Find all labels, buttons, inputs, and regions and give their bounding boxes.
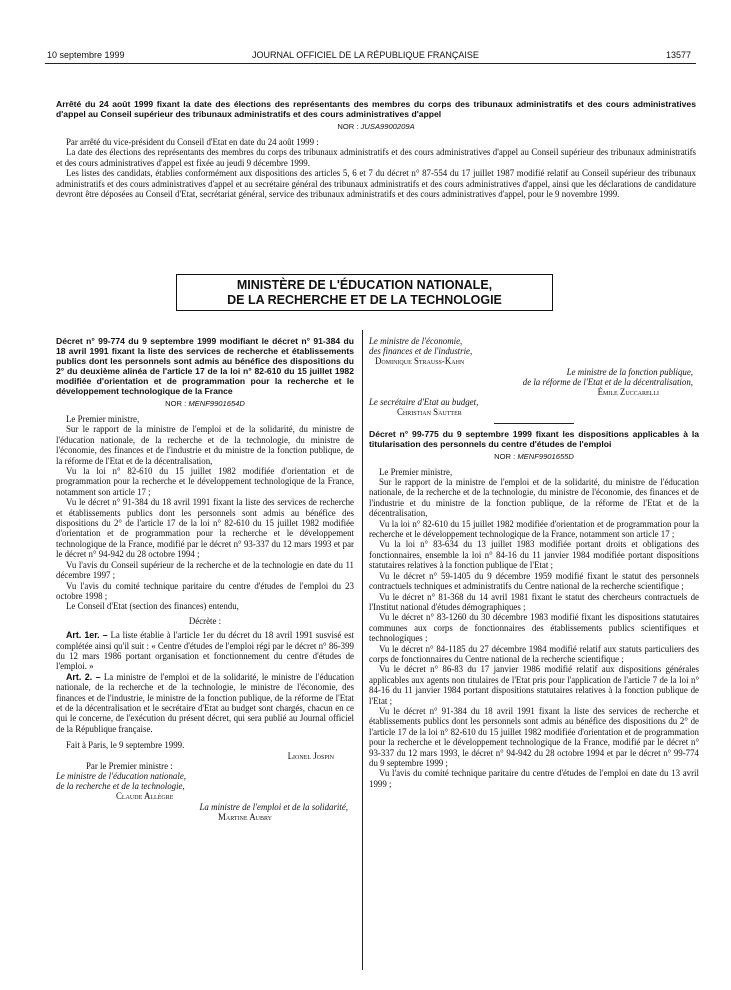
- arrete-title: Arrêté du 24 août 1999 fixant la date des élections des représentants des membres du corps des tribunaux administratifs et des cours administratives d'appel au Conseil supérieur des tribunaux administratifs et des cours administratives d'appel: [56, 99, 696, 119]
- column-divider: [362, 330, 363, 970]
- section-separator: [494, 423, 574, 424]
- ministry-line-2: DE LA RECHERCHE ET DE LA TECHNOLOGIE: [227, 293, 502, 307]
- decret2-nor-label: NOR :: [494, 451, 516, 461]
- decret2-paragraph: Sur le rapport de la ministre de l'emploi et de la solidarité, du ministre de l'éducation nationale, de la recherche et de la technologie, du ministre de l'économie, des finances et de l'industrie et du ministre de la fonction publique, de la réforme de l'Etat et de la décentralisation,: [369, 477, 699, 519]
- signature-pm: Lionel Jospin: [287, 750, 334, 761]
- right-column: [369, 336, 699, 789]
- decret2-paragraph: Vu l'avis du comité technique paritaire du centre d'études de l'emploi en date du 13 avril 1999 ;: [369, 768, 699, 789]
- article-2-text: La ministre de l'emploi et de la solidarité, le ministre de l'éducation nationale, de la recherche et de la technologie, le ministre de l'économie, des finances et de l'industrie, le ministre de la fonction publique, de la réforme de l'Etat et de la décentralisation et le secrétaire d'Etat au budget sont chargés, chacun en ce qui le concerne, de l'exécution du présent décret, qui sera publié au Journal officiel de la République française.: [56, 671, 355, 734]
- decret2-paragraph: Vu le décret n° 91-384 du 18 avril 1991 fixant la liste des services de recherche et établissements publics dont les personnels sont admis au bénéfice des dispositions du 2° de l'article 17 de la loi n° 82-610 du 15 juillet 1982 modifiée d'orientation et de programmation pour la recherche et le développement technologique de la France, modifié par le décret n° 93-337 du 12 mars 1993, le décret n° 94-942 du 28 octobre 1994 et par le décret n° 99-774 du 9 septembre 1999 ;: [369, 705, 699, 768]
- signature-min-emploi: Martine Aubry: [217, 811, 272, 822]
- decret1-nor-label: NOR :: [165, 399, 187, 408]
- decret2-nor: [369, 452, 699, 461]
- min-educ-role-2: de la recherche et de la technologie,: [56, 781, 185, 792]
- min-eco-role-1: Le ministre de l'économie,: [369, 336, 463, 346]
- signature-min-eco: Dominique Strauss-Kahn: [375, 356, 465, 367]
- decret2-paragraph: Le Premier ministre,: [379, 466, 453, 477]
- secr-budget-role: Le secrétaire d'Etat au budget,: [369, 397, 479, 408]
- decret1-paragraph: Le Premier ministre,: [66, 414, 140, 424]
- decret1-paragraph: Vu la loi n° 82-610 du 15 juillet 1982 modifiée d'orientation et de programmation pour la recherche et le développement technologique de la France, notamment son article 17 ;: [56, 466, 354, 497]
- decret1-article-2: [56, 672, 354, 734]
- decret1-nor-code: MENF9901654D: [188, 399, 245, 408]
- decret1-paragraph: Vu l'avis du Conseil supérieur de la recherche et de la technologie en date du 11 décembre 1997 ;: [56, 559, 354, 581]
- header-date: 10 septembre 1999: [47, 50, 125, 60]
- arrete-nor-label: NOR :: [337, 122, 359, 131]
- ministry-banner: [176, 274, 553, 311]
- decret2-nor-code: MENF9901655D: [517, 451, 574, 461]
- decret1-decrete: Décrète :: [188, 615, 222, 626]
- article-2-label: Art. 2. –: [66, 671, 101, 682]
- decret2-paragraph: Vu le décret n° 86-83 du 17 janvier 1986 modifié relatif aux dispositions générales applicables aux agents non titulaires de l'Etat pris pour l'application de l'article 7 de la loi n° 84-16 du 11 janvier 1984 portant dispositions statutaires relatives à la fonction publique de l'Etat ;: [369, 664, 699, 706]
- decret1-paragraph: Vu l'avis du comité technique paritaire du centre d'études de l'emploi du 23 octobre 1998 ;: [56, 580, 354, 601]
- decret2-paragraph: Vu la loi n° 83-634 du 13 juillet 1983 modifiée portant droits et obligations des fonctionnaires, ensemble la loi n° 84-16 du 11 janvier 1984 modifiée portant dispositions statutaires relatives à la fonction publique de l'Etat ;: [369, 539, 699, 571]
- min-eco-role-2: des finances et de l'industrie,: [369, 346, 473, 357]
- decret1-title: Décret n° 99-774 du 9 septembre 1999 modifiant le décret n° 91-384 du 18 avril 1991 fixant la liste des services de recherche et établissements publics dont les personnels sont admis au bénéfice des dispositions du 2° du deuxième alinéa de l'article 17 de la loi n° 82-610 du 15 juillet 1982 modifiée d'orientation et de programmation pour la recherche et le développement technologique de la France: [56, 336, 354, 396]
- decret1-article-1: [56, 630, 354, 672]
- ministry-line-1: MINISTÈRE DE L'ÉDUCATION NATIONALE,: [236, 278, 493, 292]
- min-emploi-role: La ministre de l'emploi et de la solidarité,: [199, 801, 348, 812]
- header-page-number: 13577: [665, 50, 691, 60]
- arrete-nor: [56, 122, 696, 131]
- min-fp-role-1: Le ministre de la fonction publique,: [566, 366, 693, 377]
- decret2-title: Décret n° 99-775 du 9 septembre 1999 fixant les dispositions applicables à la titularisation des personnels du centre d'études de l'emploi: [369, 428, 699, 449]
- decret1-nor: [56, 399, 354, 408]
- decret1-paragraph: Sur le rapport de la ministre de l'emploi et de la solidarité, du ministre de l'éducation nationale, de la recherche et de la technologie, du ministre de l'économie, des finances et de l'industrie et du ministre de la fonction publique, de la réforme de l'Etat et de la décentralisation,: [56, 424, 354, 466]
- decret2-paragraph: Vu le décret n° 84-1185 du 27 décembre 1984 modifié relatif aux statuts particuliers des corps de fonctionnaires du Centre national de la recherche scientifique ;: [369, 643, 699, 664]
- signature-min-fp: Émile Zuccarelli: [597, 387, 659, 398]
- decret2-paragraph: Vu la loi n° 82-610 du 15 juillet 1982 modifiée d'orientation et de programmation pour la recherche et le développement technologique de la France, notamment son article 17 ;: [369, 518, 699, 540]
- signature-min-educ: Claude Allègre: [116, 791, 174, 802]
- decret2-paragraph: Vu le décret n° 59-1405 du 9 décembre 1959 modifié fixant le statut des personnels contractuels techniques et administratifs du Centre national de la recherche scientifique ;: [369, 570, 699, 592]
- par-premier-ministre: Par le Premier ministre :: [86, 760, 173, 771]
- arrete-section: [56, 99, 696, 199]
- header-journal-title: JOURNAL OFFICIEL DE LA RÉPUBLIQUE FRANÇAISE: [252, 50, 479, 60]
- decret-99-774: [56, 336, 354, 822]
- min-fp-role-2: de la réforme de l'Etat et de la décentralisation,: [522, 376, 693, 387]
- article-1-text: La liste établie à l'article 1er du décret du 18 avril 1991 susvisé est complétée ainsi qu'il suit : « Centre d'études de l'emploi régi par le décret n° 86-399 du 12 mars 1986 portant organisation et fonctionnement du centre d'études de l'emploi. »: [56, 630, 355, 672]
- arrete-nor-code: JUSA9900209A: [360, 122, 415, 131]
- arrete-paragraph: Les listes des candidats, établies conformément aux dispositions des articles 5, 6 et 7 du décret n° 87-554 du 17 juillet 1987 modifié relatif au Conseil supérieur des tribunaux administratifs et des cours administratives d'appel et au secrétaire général des tribunaux administratifs et des cours administratives d'appel, ainsi que les déclarations de candidature devront être déposées au Conseil d'Etat, secrétariat général, service des tribunaux administratifs et des cours administratives d'appel, pour le 9 novembre 1999.: [56, 168, 696, 200]
- decret1-paragraph: Vu le décret n° 91-384 du 18 avril 1991 fixant la liste des services de recherche et établissements publics dont les personnels sont admis au bénéfice des dispositions du 2° de l'article 17 de la loi n° 82-610 du 15 juillet 1982 modifiée d'orientation et de programmation pour la recherche et le développement technologique de la France, modifié par le décret n° 93-337 du 12 mars 1993 et par le décret n° 94-942 du 28 octobre 1994 ;: [56, 497, 354, 560]
- arrete-paragraph: Par arrêté du vice-président du Conseil d'Etat en date du 24 août 1999 :: [66, 137, 319, 147]
- min-educ-role-1: Le ministre de l'éducation nationale,: [56, 771, 186, 781]
- header-rule: [45, 63, 696, 64]
- decret2-paragraph: Vu le décret n° 83-1260 du 30 décembre 1983 modifié fixant les dispositions statutaires communes aux corps de fonctionnaires des établissements publics scientifiques et technologiques ;: [369, 612, 699, 644]
- article-1-label: Art. 1er. –: [66, 630, 108, 641]
- decret1-paragraph: Le Conseil d'Etat (section des finances) entendu,: [66, 601, 239, 612]
- arrete-paragraph: La date des élections des représentants des membres du corps des tribunaux administratifs et des cours administratives d'appel au Conseil supérieur des tribunaux administratifs et des cours administratives d'appel est fixée au jeudi 9 décembre 1999.: [56, 147, 696, 168]
- signature-secr-budget: Christian Sautter: [397, 407, 462, 418]
- decret1-fait: Fait à Paris, le 9 septembre 1999.: [66, 740, 185, 751]
- decret2-paragraph: Vu le décret n° 81-368 du 14 avril 1981 fixant le statut des chercheurs contractuels de l'Institut national d'études démographiques ;: [369, 591, 699, 612]
